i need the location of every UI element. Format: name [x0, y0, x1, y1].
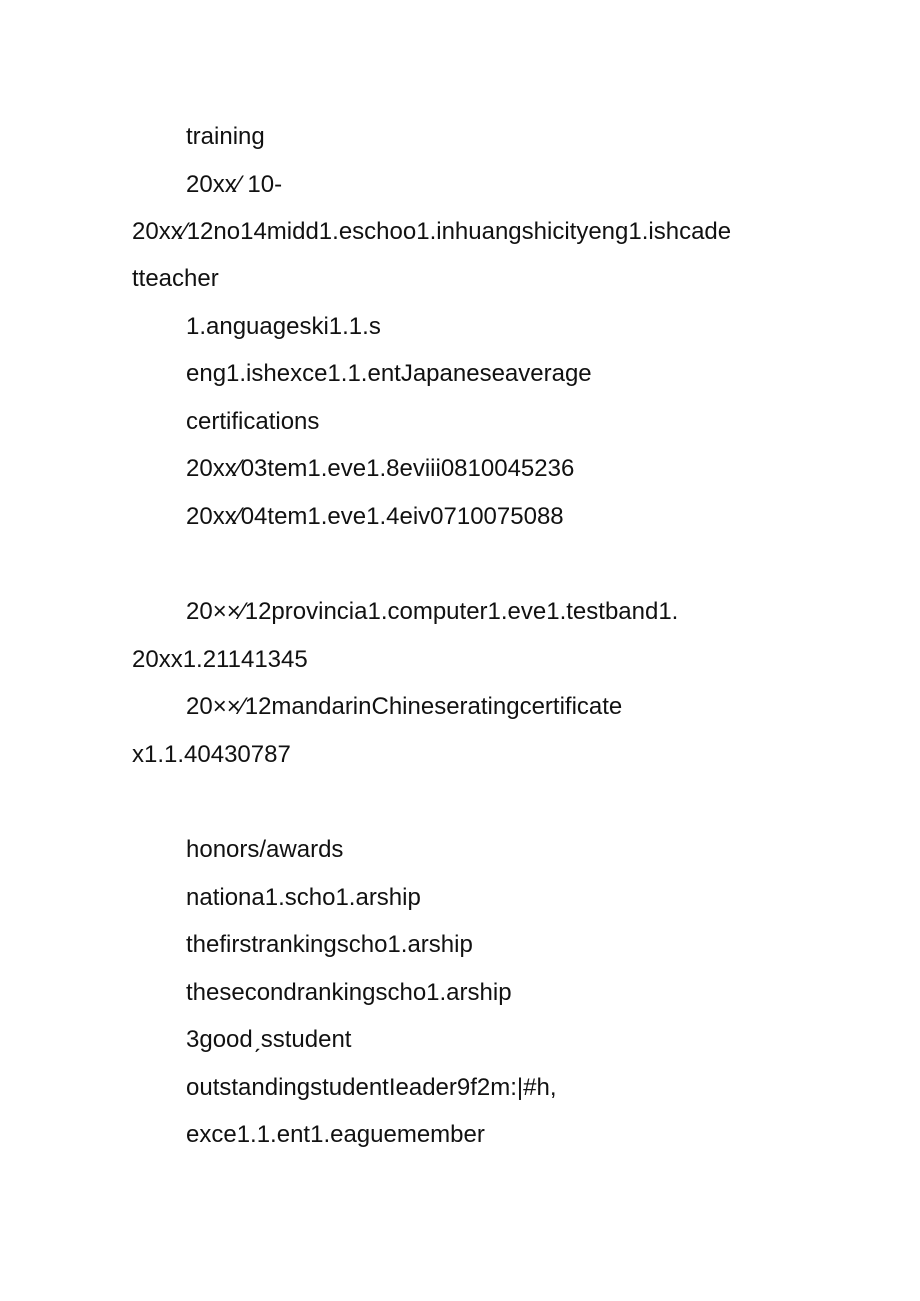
certification-line: 20xx∕03tem1.eve1.8eviii0810045236: [186, 455, 575, 482]
certification-line: 20xx∕04tem1.eve1.4eiv0710075088: [186, 503, 564, 530]
language-skills-line: eng1.ishexce1.1.entJapaneseaverage: [186, 360, 592, 387]
award-item: thesecondrankingscho1.arship: [186, 979, 512, 1006]
certification-line-continuation: 20xx1.21141345: [132, 646, 308, 673]
award-item: thefirstrankingscho1.arship: [186, 931, 473, 958]
certification-line-continuation: x1.1.40430787: [132, 741, 291, 768]
section-heading-training: training: [186, 123, 265, 150]
training-entry-continuation: tteacher: [132, 265, 219, 292]
award-item: exce1.1.ent1.eaguemember: [186, 1121, 485, 1148]
section-heading-honors-awards: honors/awards: [186, 836, 344, 863]
certification-line: 20××∕12mandarinChineseratingcertificate: [186, 693, 623, 720]
training-entry-line: 20xx∕12no14midd1.eschoo1.inhuangshicityeng1.ishcade: [132, 218, 732, 245]
award-item: 3goodˏsstudent: [186, 1026, 352, 1053]
award-item: nationa1.scho1.arship: [186, 884, 421, 911]
training-date-start: 20xx∕ 10-: [186, 171, 283, 198]
certification-line: 20××∕12provincia1.computer1.eve1.testband1.: [186, 598, 679, 625]
section-heading-language-skills: 1.anguageski1.1.s: [186, 313, 381, 340]
award-item: outstandingstudentIeader9f2m:|#h,: [186, 1074, 557, 1101]
section-heading-certifications: certifications: [186, 408, 320, 435]
